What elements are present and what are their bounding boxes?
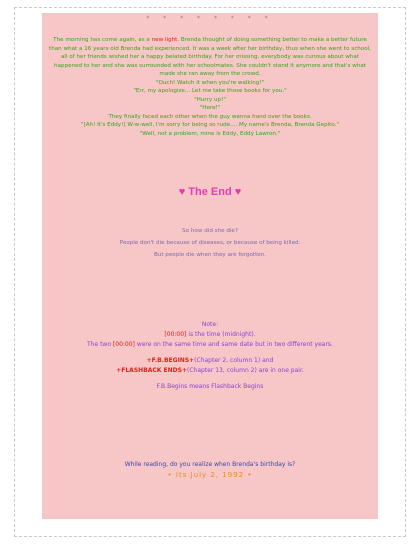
story-paragraph-start: The morning has come again, as a — [53, 37, 152, 43]
fb-meaning-line: F.B.Begins means Flashback Begins — [156, 383, 264, 390]
birthday-answer — [42, 470, 378, 481]
footer-block — [42, 459, 378, 481]
time-marker: [00:00] — [164, 331, 187, 338]
the-end-title: ♥ The End ♥ — [178, 186, 242, 198]
note-block — [42, 320, 378, 392]
time-marker: [00:00] — [112, 341, 135, 348]
note-text: is the time (midnight). — [186, 331, 256, 338]
quote-block — [42, 225, 378, 261]
dialogue-line: "Well, not a problem, mine is Eddy, Eddy Lawron." — [139, 130, 281, 137]
note-text: were on the same time and same date but in two different years. — [134, 341, 333, 348]
note-line — [42, 356, 378, 366]
dialogue-line: "Err, my apologize... Let me take those books for you." — [133, 88, 287, 94]
bullet-icon: • — [167, 471, 173, 479]
quote-line: But people die when they are forgotten. — [153, 252, 267, 258]
new-light-highlight: new light — [151, 37, 178, 43]
dialogue-line: They finally faced each other when the guy wanna hand over the books. — [108, 113, 312, 120]
flashback-ends-tag: +FLASHBACK ENDS+ — [116, 367, 187, 374]
dialogue-line: "Hurry up!" — [194, 96, 226, 103]
note-line — [42, 330, 378, 340]
birthday-question: While reading, do you realize when Brenda's birthday is? — [124, 461, 296, 468]
dialogue-line: "Ouch! Watch it when you're walking!" — [155, 79, 265, 86]
note-text: The two — [87, 341, 113, 348]
note-line — [42, 340, 378, 350]
bullet-icon: • — [247, 471, 253, 479]
quote-line: So how did she die? — [182, 228, 238, 234]
story-paragraph-rest: . Brenda thought of doing something better to make a better future than what a 16 years old Brenda had experienced. It was a week after her birthday, thus when she went to school, all of her friends wished her a happy belated birthday. For her missing, everybody was curious about what happened to her and she was surrounded with her schoolmates. She couldn't stand it anymore and that's what made she ran away from the crowd. — [49, 37, 371, 77]
story-panel — [42, 13, 378, 519]
dialogue-line: "Here!" — [199, 105, 221, 111]
story-text — [48, 36, 372, 138]
note-line — [42, 366, 378, 376]
note-heading: Note: — [201, 321, 219, 328]
quote-line: People don't die because of diseases, or because of being killed. — [119, 240, 301, 246]
birthday-answer-text: Its July 2, 1992 — [175, 471, 245, 479]
note-text: (Chapter 2, column 1) and — [194, 357, 274, 364]
note-text: (Chapter 13, column 2) are in one pair. — [186, 367, 304, 374]
dialogue-line: "[Ah! It's Eddy!] W-w-well, I'm sorry for being so rude.... My name's Brenda, Brenda Gepito." — [80, 122, 340, 128]
fb-begins-tag: +F.B.BEGINS+ — [146, 357, 195, 364]
star-divider: * * * * * * * * — [146, 15, 274, 22]
story-paragraph — [48, 36, 372, 79]
